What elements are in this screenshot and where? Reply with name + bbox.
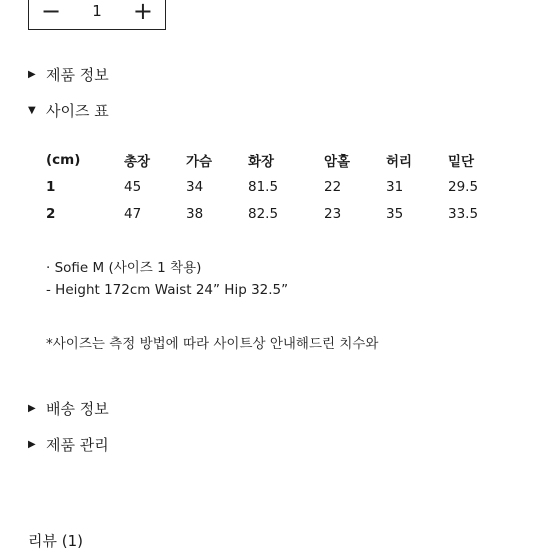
table-header-cell: 암홀 — [324, 153, 351, 170]
accordion-label: 제품 관리 — [46, 436, 109, 454]
accordion-product-care[interactable] — [28, 434, 109, 455]
model-note: · Sofie M (사이즈 1 착용) — [46, 260, 202, 276]
table-cell: 35 — [386, 205, 404, 222]
size-disclaimer: *사이즈는 측정 방법에 따라 사이트상 안내해드린 치수와 — [46, 336, 379, 352]
accordion-label: 사이즈 표 — [46, 102, 109, 120]
table-cell: 45 — [124, 178, 142, 195]
triangle-right-icon: ▶ — [28, 403, 36, 414]
reviews-tab[interactable]: 리뷰 (1) — [28, 532, 83, 550]
quantity-stepper[interactable] — [28, 0, 166, 30]
table-cell: 82.5 — [248, 205, 279, 222]
table-header-cell: 가슴 — [186, 153, 213, 170]
table-cell: 47 — [124, 205, 142, 222]
table-header-cell: 화장 — [248, 153, 275, 170]
accordion-product-info[interactable] — [28, 64, 109, 85]
increase-quantity-button[interactable]: + — [132, 0, 153, 25]
table-header-cell: 허리 — [386, 153, 413, 170]
table-cell: 33.5 — [448, 205, 479, 222]
table-cell: 23 — [324, 205, 342, 222]
table-cell: 81.5 — [248, 178, 279, 195]
accordion-size-chart[interactable] — [28, 100, 109, 121]
table-header-cell: 총장 — [124, 153, 151, 170]
table-row — [46, 200, 498, 227]
table-cell: 29.5 — [448, 178, 479, 195]
table-header-cell: (cm) — [46, 151, 81, 168]
decrease-quantity-button[interactable]: − — [41, 0, 62, 25]
triangle-right-icon: ▶ — [28, 439, 36, 450]
quantity-value: 1 — [92, 2, 102, 20]
table-cell: 22 — [324, 178, 342, 195]
table-cell: 1 — [46, 178, 56, 195]
accordion-shipping-info[interactable] — [28, 398, 109, 419]
size-table-header-row — [46, 146, 498, 173]
accordion-label: 제품 정보 — [46, 66, 109, 84]
size-table — [46, 146, 498, 227]
triangle-right-icon: ▶ — [28, 69, 36, 80]
table-cell: 34 — [186, 178, 204, 195]
accordion-label: 배송 정보 — [46, 400, 109, 418]
table-row — [46, 173, 498, 200]
measurements-note: - Height 172cm Waist 24” Hip 32.5” — [46, 282, 289, 298]
table-cell: 38 — [186, 205, 204, 222]
table-header-cell: 밑단 — [448, 153, 475, 170]
table-cell: 31 — [386, 178, 404, 195]
triangle-down-icon: ▼ — [28, 105, 36, 116]
table-cell: 2 — [46, 205, 56, 222]
